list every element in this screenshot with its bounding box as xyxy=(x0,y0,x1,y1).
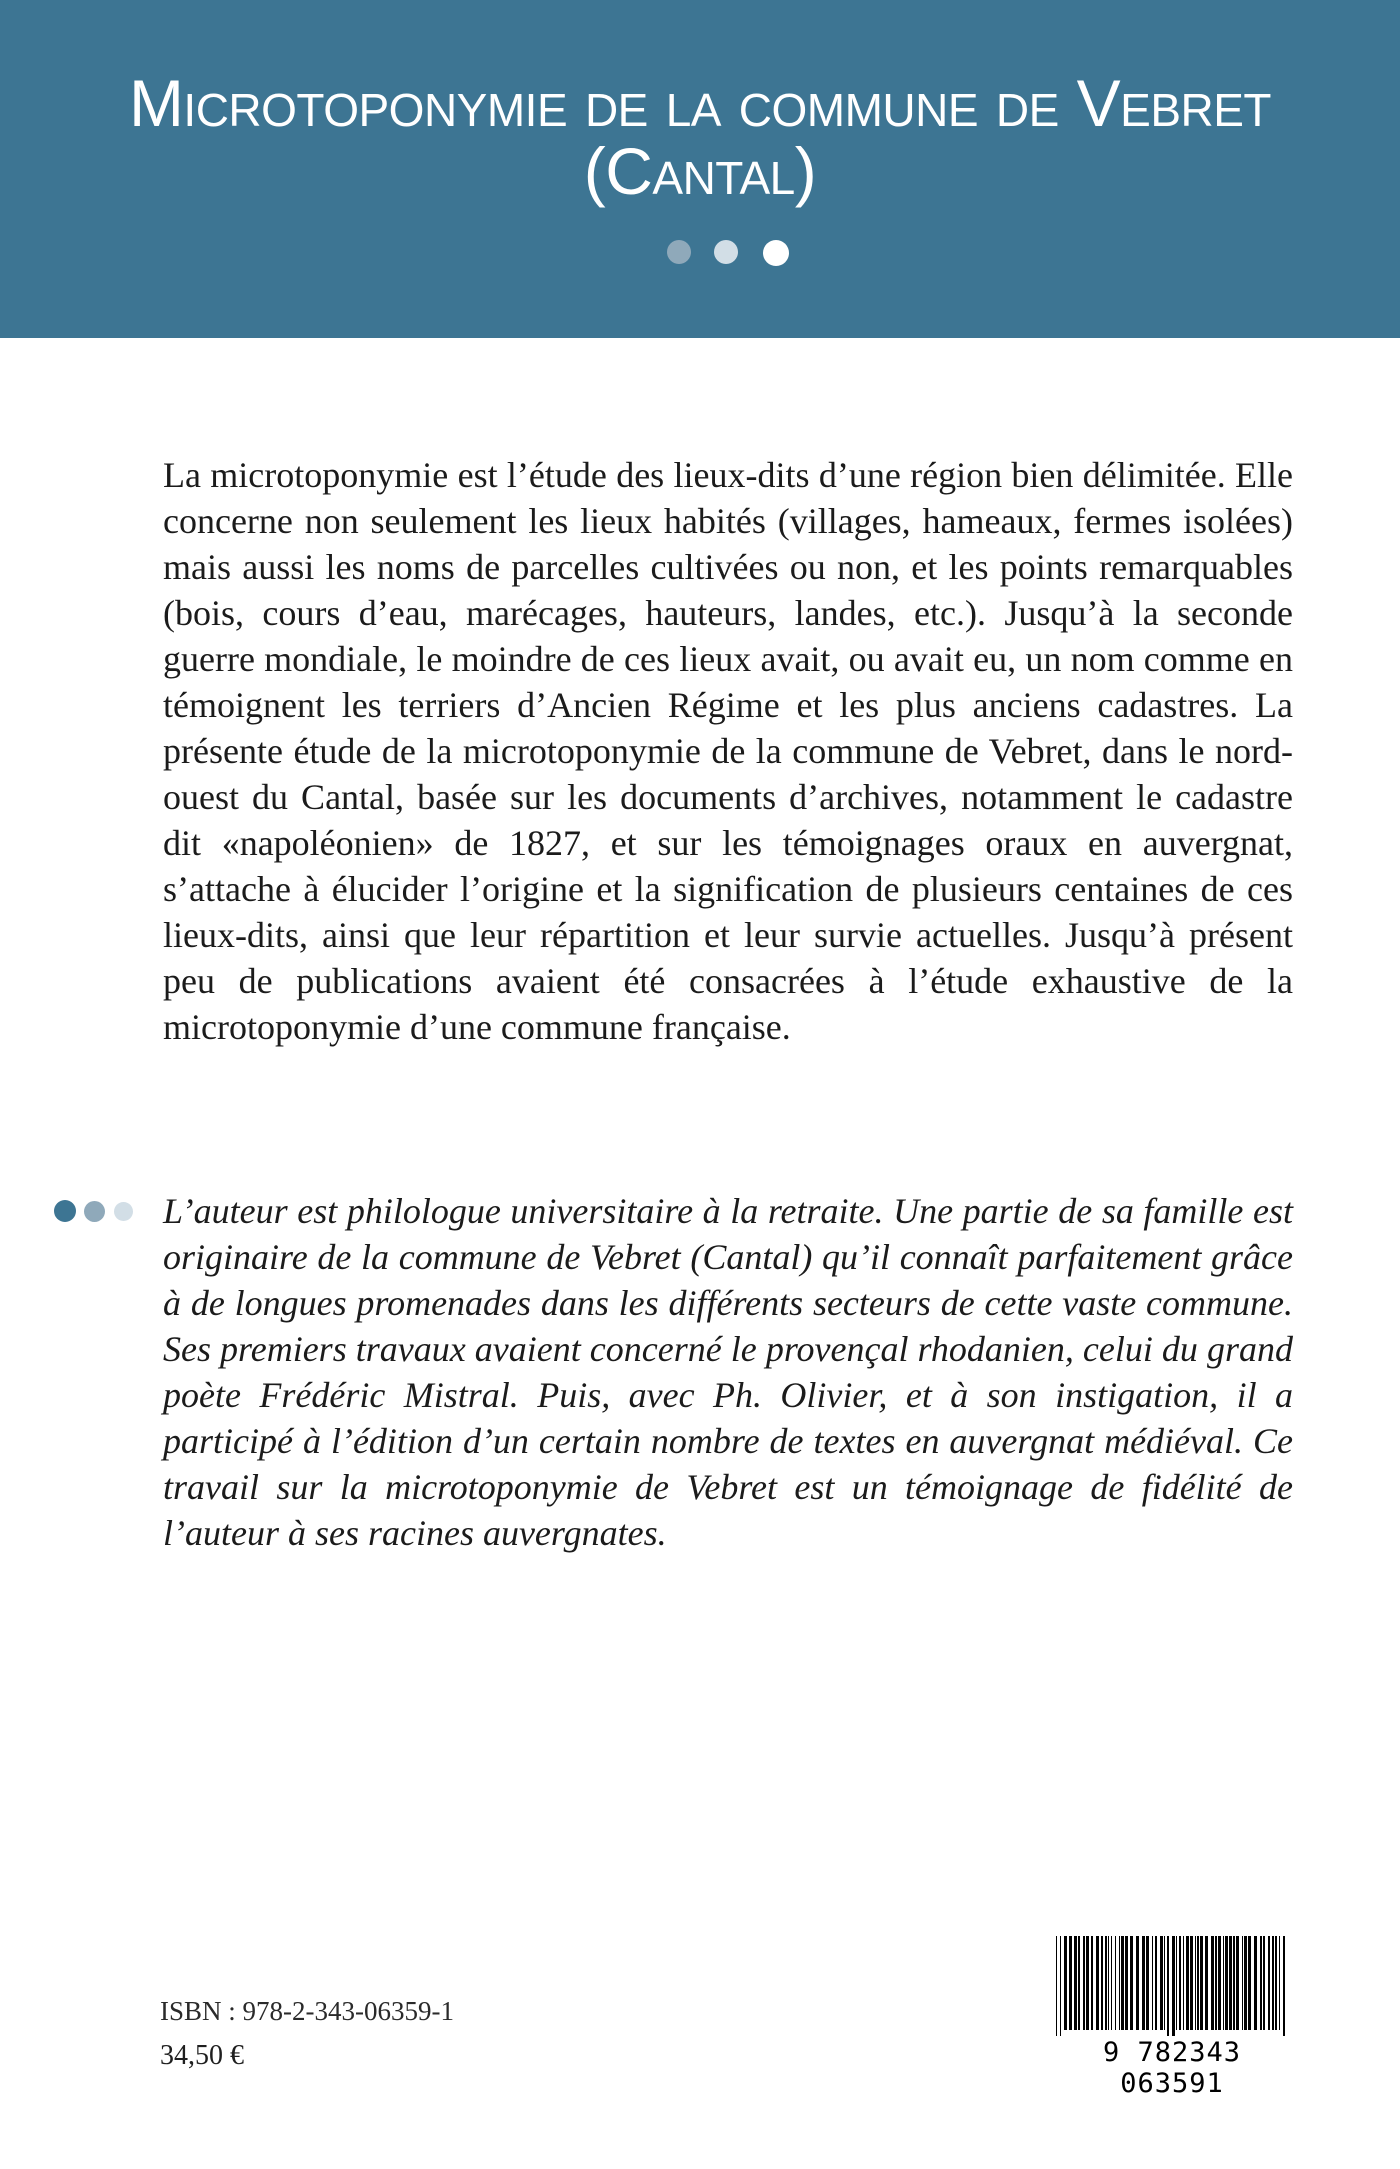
barcode-bar xyxy=(1069,1936,1072,2030)
barcode-bar xyxy=(1229,1936,1232,2030)
price-label: 34,50 € xyxy=(160,2040,244,2071)
barcode-bar xyxy=(1155,1936,1157,2030)
barcode-bar xyxy=(1146,1936,1149,2030)
barcode-bar xyxy=(1200,1936,1203,2030)
barcode-bar xyxy=(1279,1936,1280,2030)
barcode-bar xyxy=(1283,1936,1285,2036)
book-title-line-2: (Cantal) xyxy=(583,134,817,208)
barcode-bar xyxy=(1176,1936,1177,2030)
barcode-bar xyxy=(1215,1936,1217,2030)
barcode-number: 9 782343 063591 xyxy=(1102,2037,1242,2099)
barcode-bar xyxy=(1190,1936,1193,2030)
barcode-bars xyxy=(1048,1932,1296,2036)
barcode-bar xyxy=(1167,1936,1169,2036)
author-bullet-dot-1 xyxy=(54,1200,76,1222)
barcode-bar xyxy=(1233,1936,1235,2030)
author-bio-paragraph: L’auteur est philologue universitaire à la retraite. Une partie de sa famille est originaire de la commune de Vebret (Cantal) qu’il connaît parfaitement grâce à de longues promenades dans les différents secteurs de cette vaste commune. Ses premiers travaux avaient concerné le provençal rhodanien, celui du grand poète Frédéric Mistral. Puis, avec Ph. Olivier, et à son instigation, il a participé à l’édition d’un certain nombre de textes en auvergnat médiéval. Ce travail sur la microtoponymie de Vebret est un témoignage de fidélité de l’auteur à ses racines auvergnates. xyxy=(163,1191,1293,1553)
barcode-bar xyxy=(1064,1936,1067,2030)
barcode-bar xyxy=(1074,1936,1077,2030)
barcode-bar xyxy=(1108,1936,1109,2030)
barcode-bar xyxy=(1225,1936,1228,2030)
barcode-bar xyxy=(1211,1936,1214,2030)
header-dot-3 xyxy=(763,240,789,266)
barcode-bar xyxy=(1242,1936,1243,2030)
barcode-bar xyxy=(1060,1936,1061,2036)
book-title-line-1: Microtoponymie de la commune de Vebret xyxy=(128,66,1272,140)
barcode-bar xyxy=(1125,1936,1128,2030)
header-dot-1 xyxy=(667,240,691,264)
barcode-bar xyxy=(1254,1936,1257,2030)
header-dot-2 xyxy=(714,240,738,264)
barcode-bar xyxy=(1236,1936,1239,2030)
barcode-bar xyxy=(1263,1936,1265,2030)
barcode-bar xyxy=(1179,1936,1181,2030)
barcode-bar xyxy=(1260,1936,1262,2030)
barcode-bar xyxy=(1119,1936,1120,2030)
barcode-bar xyxy=(1136,1936,1139,2030)
isbn-label: ISBN : 978-2-343-06359-1 xyxy=(160,1996,454,2026)
barcode-bar xyxy=(1272,1936,1274,2030)
author-bullet-dot-3 xyxy=(114,1202,133,1221)
barcode-bar xyxy=(1096,1936,1099,2030)
barcode-bar xyxy=(1195,1936,1196,2030)
barcode-bar xyxy=(1248,1936,1251,2030)
author-bullet-dot-2 xyxy=(84,1201,105,1222)
barcode-bar xyxy=(1275,1936,1277,2030)
barcode-bar xyxy=(1223,1936,1224,2030)
barcode-bar xyxy=(1115,1936,1116,2030)
barcode-bar xyxy=(1186,1936,1189,2030)
barcode-bar xyxy=(1268,1936,1270,2030)
title-banner xyxy=(0,0,1400,338)
barcode-bar xyxy=(1101,1936,1103,2030)
barcode-bar xyxy=(1121,1936,1124,2030)
barcode-bar xyxy=(1083,1936,1085,2030)
barcode-bar xyxy=(1105,1936,1107,2030)
barcode-bar xyxy=(1172,1936,1175,2036)
barcode-bar xyxy=(1205,1936,1208,2030)
barcode-bar xyxy=(1160,1936,1163,2030)
barcode-bar xyxy=(1164,1936,1165,2030)
barcode-bar xyxy=(1197,1936,1199,2030)
barcode-bar xyxy=(1078,1936,1080,2030)
barcode-bar xyxy=(1091,1936,1093,2030)
barcode-bar xyxy=(1183,1936,1184,2030)
barcode-bar xyxy=(1130,1936,1133,2030)
barcode-bar xyxy=(1111,1936,1112,2030)
barcode-bar xyxy=(1086,1936,1089,2030)
barcode-bar xyxy=(1142,1936,1145,2030)
barcode-bar xyxy=(1218,1936,1221,2030)
barcode-bar xyxy=(1244,1936,1247,2030)
summary-paragraph: La microtoponymie est l’étude des lieux-dits d’une région bien délimitée. Elle concerne non seulement les lieux habités (villages, hameaux, fermes isolées) mais aussi les noms de parcelles cultivées ou non, et les points remarquables (bois, cours d’eau, marécages, hauteurs, landes, etc.). Jusqu’à la seconde guerre mondiale, le moindre de ces lieux avait, ou avait eu, un nom comme en témoignent les terriers d’Ancien Régime et les plus anciens cadastres. La présente étude de la microtoponymie de la commune de Vebret, dans le nord-ouest du Cantal, basée sur les documents d’archives, notamment le cadastre dit «napoléonien» de 1827, et sur les témoignages oraux en auvergnat, s’attache à élucider l’origine et la signification de plusieurs centaines de ces lieux-dits, ainsi que leur répartition et leur survie actuelles. Jusqu’à présent peu de publications avaient été consacrées à l’étude exhaustive de la microtoponymie d’une commune française. xyxy=(163,455,1293,1047)
barcode-bar xyxy=(1056,1936,1057,2036)
barcode-bar xyxy=(1152,1936,1153,2030)
